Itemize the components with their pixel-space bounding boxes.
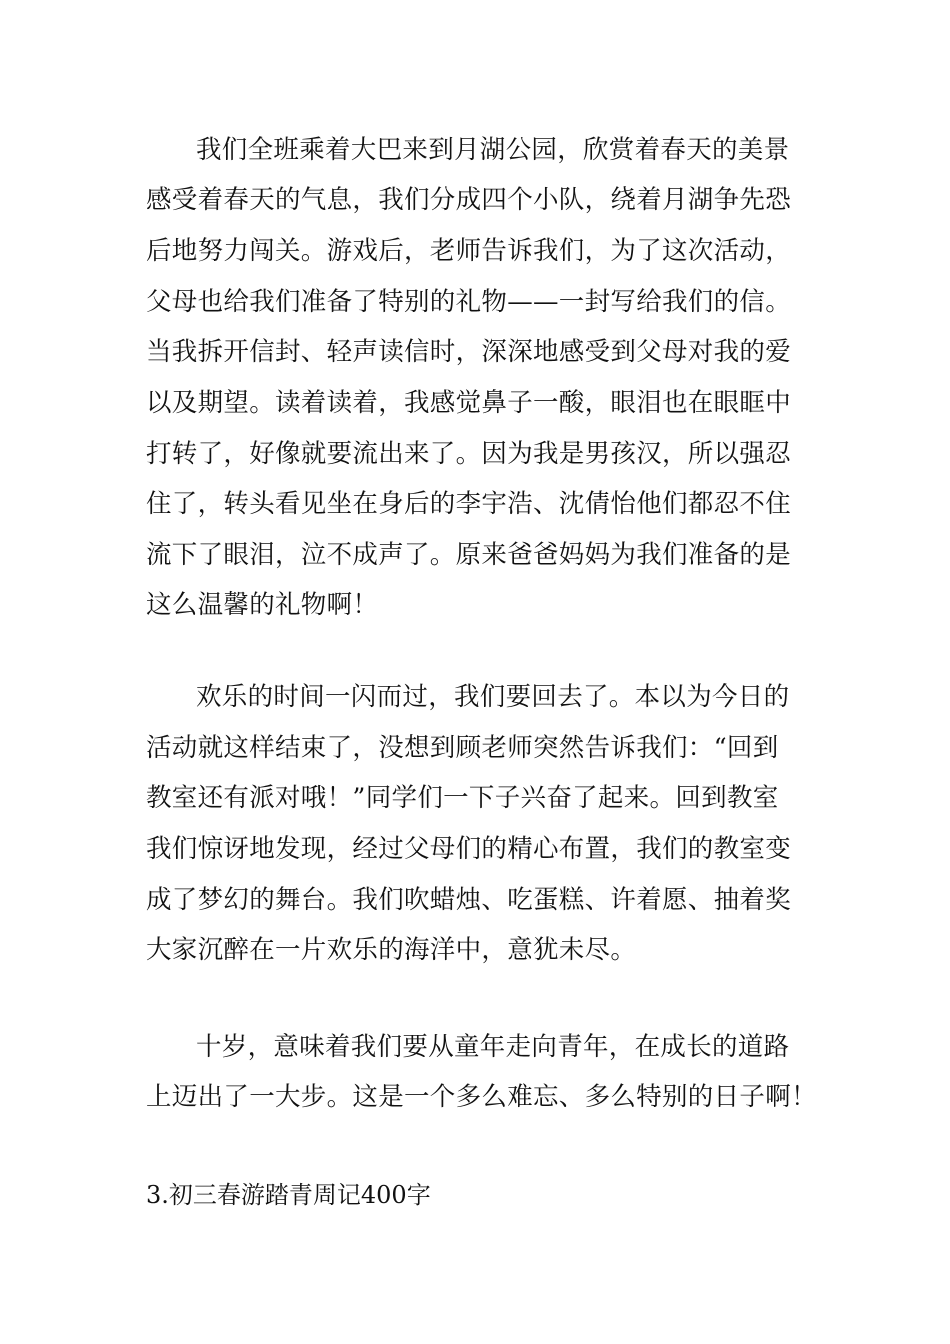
paragraph-line: 上迈出了一大步。这是一个多么难忘、多么特别的日子啊！ — [146, 1082, 817, 1112]
paragraph-line: 以及期望。读着读着，我感觉鼻子一酸，眼泪也在眼眶中 — [146, 388, 792, 418]
paragraph-line: 感受着春天的气息，我们分成四个小队，绕着月湖争先恐 — [146, 185, 792, 215]
paragraph-line: 十岁，意味着我们要从童年走向青年，在成长的道路 — [196, 1032, 790, 1062]
paragraph-line: 我们惊讶地发现，经过父母们的精心布置，我们的教室变 — [146, 834, 792, 864]
paragraph-line: 打转了，好像就要流出来了。因为我是男孩汉，所以强忍 — [146, 439, 792, 469]
paragraph-line: 父母也给我们准备了特别的礼物——一封写给我们的信。 — [146, 287, 792, 317]
paragraph-line: 流下了眼泪，泣不成声了。原来爸爸妈妈为我们准备的是 — [146, 540, 792, 570]
paragraph-line: 活动就这样结束了，没想到顾老师突然告诉我们：“回到 — [146, 733, 779, 763]
paragraph-line: 大家沉醉在一片欢乐的海洋中，意犹未尽。 — [146, 935, 637, 965]
paragraph-line: 后地努力闯关。游戏后，老师告诉我们，为了这次活动， — [146, 236, 792, 266]
paragraph-line: 教室还有派对哦！”同学们一下子兴奋了起来。回到教室 — [146, 783, 779, 813]
paragraph-line: 当我拆开信封、轻声读信时，深深地感受到父母对我的爱 — [146, 337, 792, 367]
paragraph-line: 这么温馨的礼物啊！ — [146, 590, 379, 620]
paragraph-line: 成了梦幻的舞台。我们吹蜡烛、吃蛋糕、许着愿、抽着奖 — [146, 885, 792, 915]
paragraph-line: 我们全班乘着大巴来到月湖公园，欣赏着春天的美景 — [196, 135, 790, 165]
paragraph-line: 欢乐的时间一闪而过，我们要回去了。本以为今日的 — [196, 682, 790, 712]
section-heading: 3.初三春游踏青周记400字 — [146, 1181, 431, 1209]
paragraph-line: 住了，转头看见坐在身后的李宇浩、沈倩怡他们都忍不住 — [146, 489, 792, 519]
